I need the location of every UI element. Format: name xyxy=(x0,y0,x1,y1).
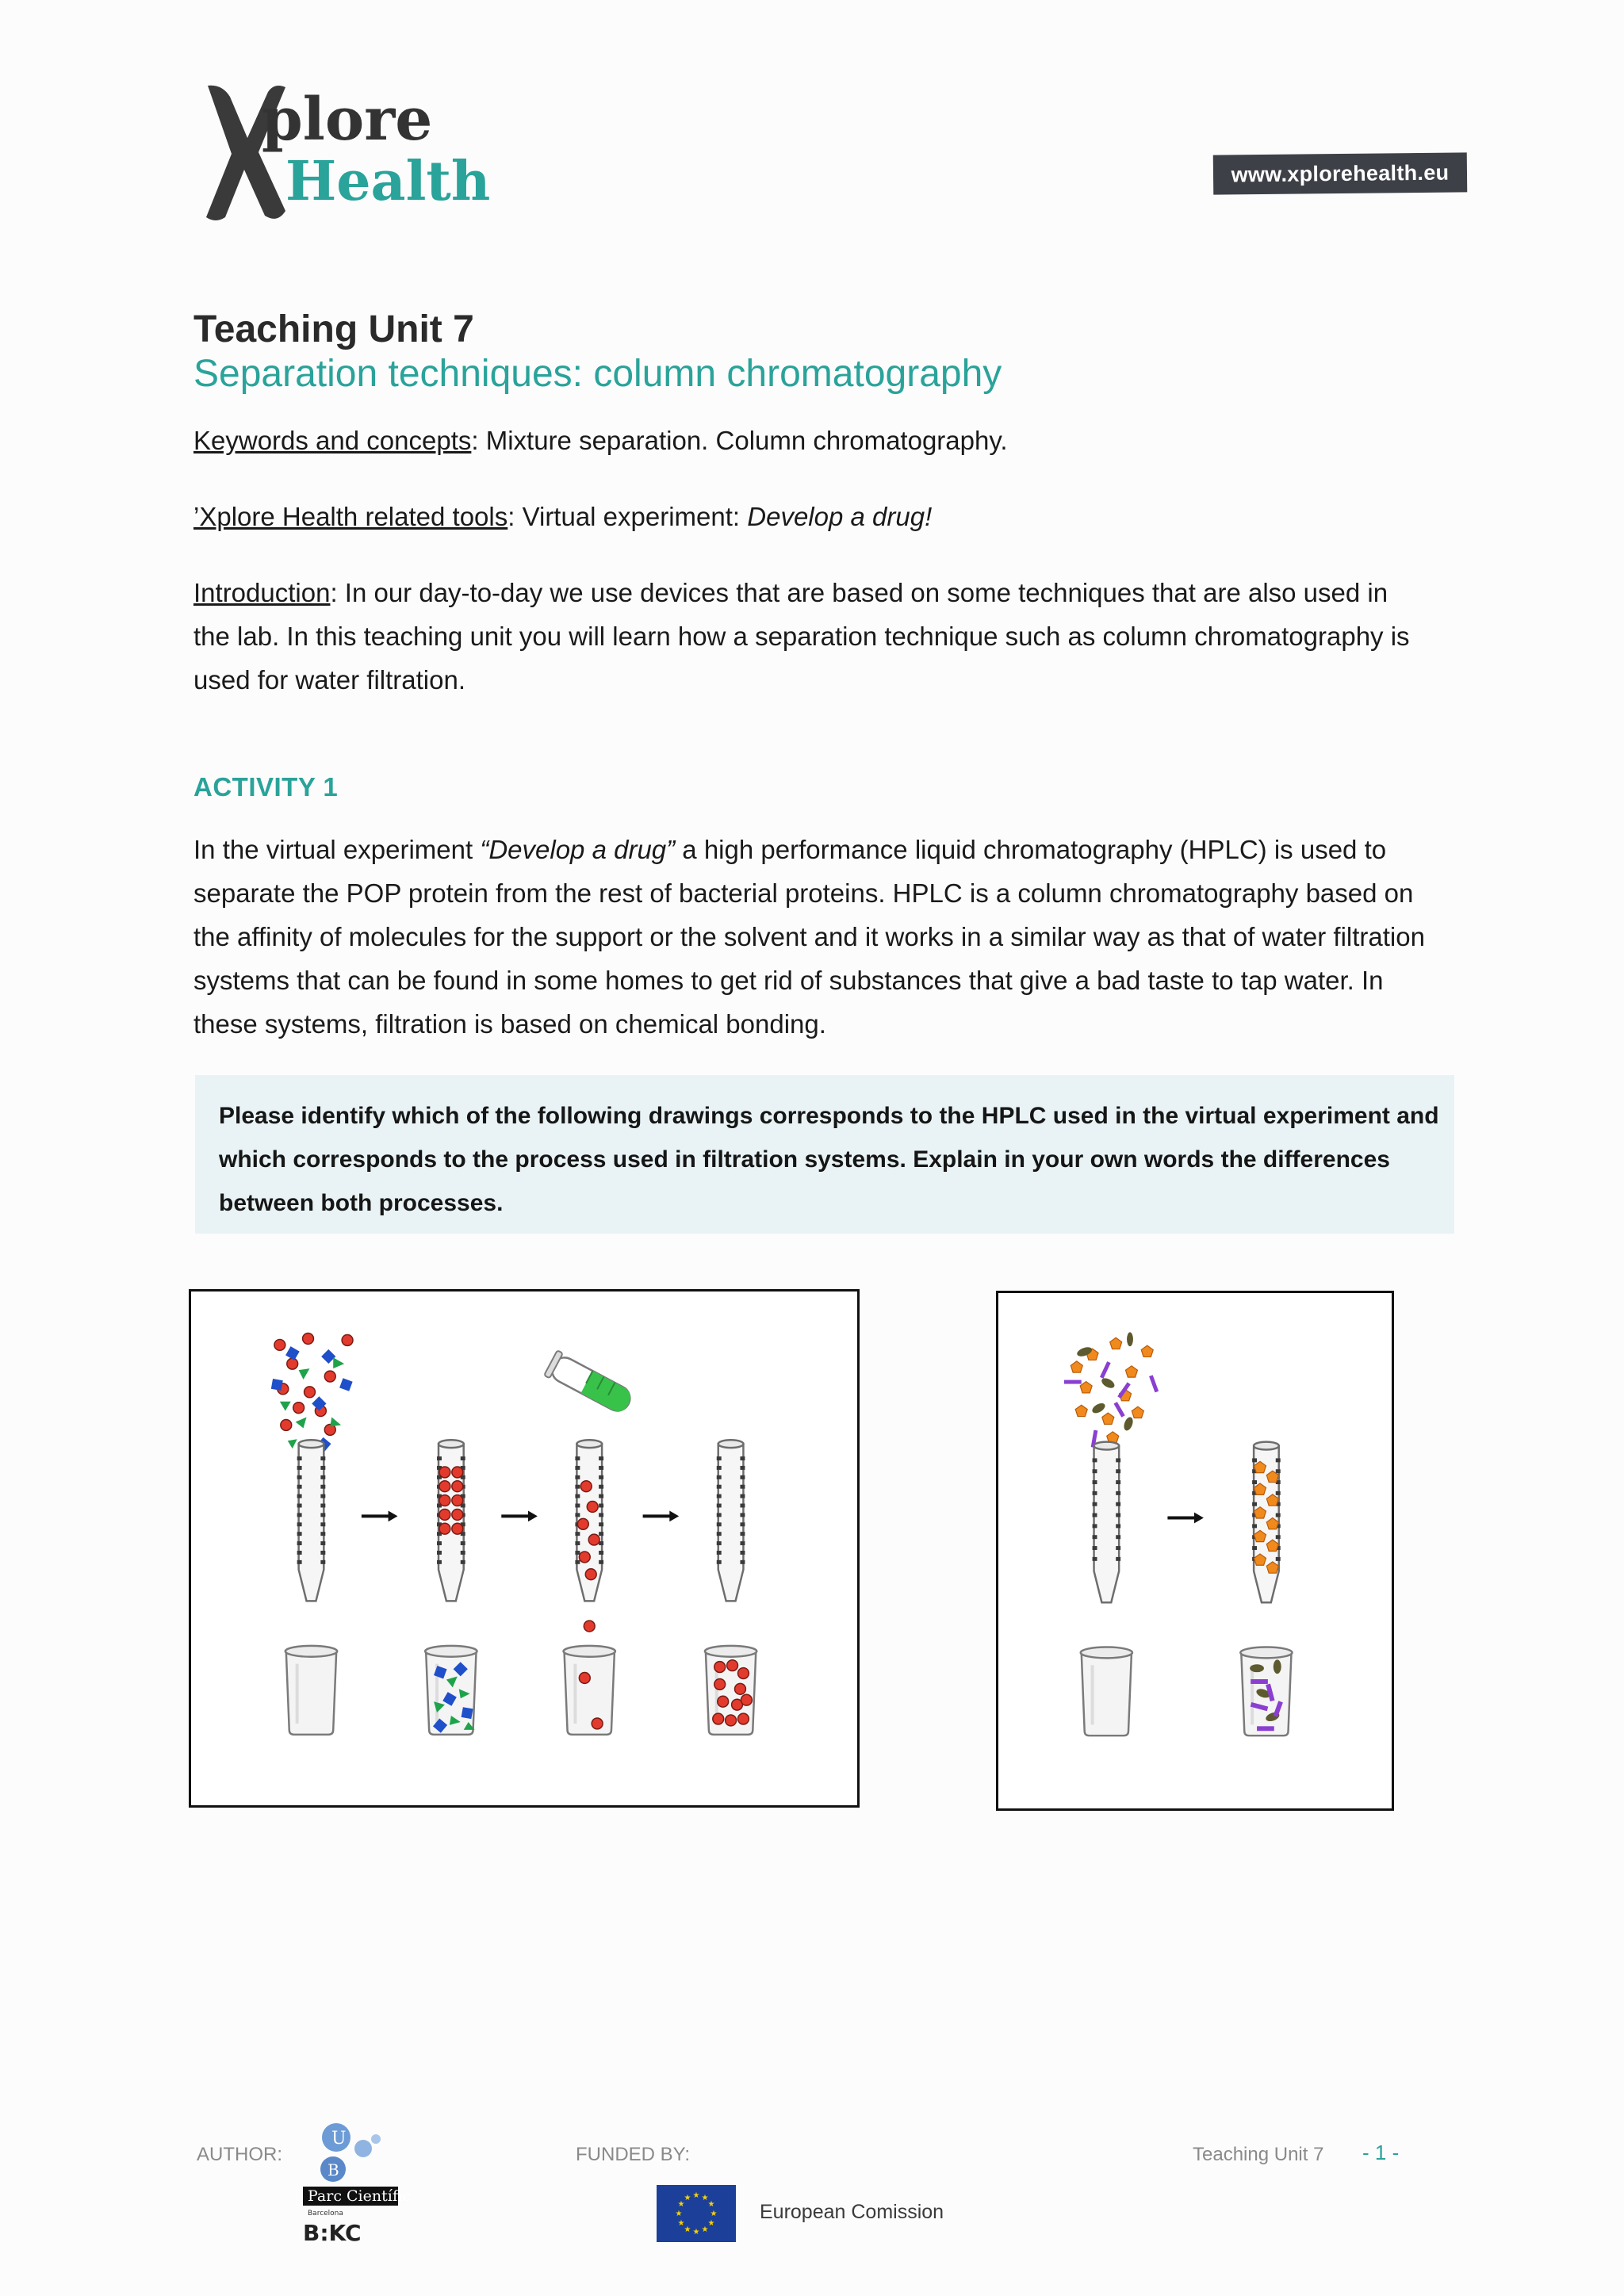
page-number: - 1 - xyxy=(1362,2141,1400,2164)
beaker-3 xyxy=(564,1646,615,1735)
column-2 xyxy=(437,1440,465,1601)
unit-subtitle: Separation techniques: column chromatography xyxy=(193,353,1002,395)
column-1 xyxy=(297,1440,326,1601)
site-url-badge[interactable]: www.xplorehealth.eu xyxy=(1213,152,1468,194)
funded-label: FUNDED BY: xyxy=(576,2144,691,2165)
activity-text-before: In the virtual experiment xyxy=(193,835,481,864)
question-text: Please identify which of the following drawings corresponds to the HPLC used in the virtual experiment and which corresponds to the process used in filtration systems. Explain in your own words the differences between both processes. xyxy=(219,1103,1439,1216)
tools-text: : Virtual experiment: xyxy=(508,502,748,531)
tools-label: ’Xplore Health related tools xyxy=(193,502,508,531)
svg-text:★: ★ xyxy=(701,2194,709,2202)
arrow-2 xyxy=(501,1510,538,1521)
svg-text:★: ★ xyxy=(677,2200,685,2209)
beaker-1 xyxy=(285,1646,337,1735)
svg-text:★: ★ xyxy=(701,2225,709,2234)
keywords-paragraph xyxy=(193,419,1431,462)
svg-text:★: ★ xyxy=(684,2194,691,2202)
arrow-1 xyxy=(362,1510,398,1521)
arrow-3 xyxy=(643,1510,680,1521)
bkc-text: B:KC xyxy=(303,2220,362,2246)
activity-text-after: a high performance liquid chromatography (HPLC) is used to separate the POP protein from the rest of bacterial proteins. HPLC is a column chromatography based on the affinity of molecules for the support or the solvent and it works in a similar way as that of water filtration systems that can be found in some homes to get rid of substances that give a bad taste to tap water. In these systems, filtration is based on chemical bonding. xyxy=(193,835,1425,1039)
solvent-tube xyxy=(544,1350,635,1417)
pcb-city: Barcelona xyxy=(308,2210,343,2218)
svg-text:★: ★ xyxy=(684,2225,691,2234)
intro-text: : In our day-to-day we use devices that are based on some techniques that are also used in the lab. In this teaching unit you will learn how a separation technique such as column chromatography is used for water filtration. xyxy=(193,578,1410,695)
svg-text:★: ★ xyxy=(675,2210,683,2218)
xplore-health-logo xyxy=(192,76,493,227)
svg-text:★: ★ xyxy=(707,2200,715,2209)
svg-text:B: B xyxy=(327,2160,339,2179)
question-box xyxy=(195,1075,1454,1234)
filter-arrow xyxy=(1167,1513,1203,1524)
logo-text-plore: plore xyxy=(262,86,433,154)
column-4 xyxy=(717,1440,745,1601)
activity-paragraph xyxy=(193,828,1431,1046)
filter-column-1 xyxy=(1093,1442,1121,1603)
hplc-drawing xyxy=(189,1289,860,1808)
keywords-text: : Mixture separation. Column chromatography. xyxy=(471,426,1008,455)
author-label: AUTHOR: xyxy=(197,2144,282,2165)
intro-label: Introduction xyxy=(193,578,331,607)
intro-paragraph xyxy=(193,571,1431,702)
filtration-svg xyxy=(998,1293,1392,1808)
parc-cientific-logo xyxy=(301,2122,412,2256)
filtration-drawing xyxy=(996,1291,1394,1811)
activity-title: ACTIVITY 1 xyxy=(193,772,339,802)
svg-text:★: ★ xyxy=(710,2210,718,2218)
svg-text:★: ★ xyxy=(692,2191,700,2200)
svg-text:U: U xyxy=(331,2129,347,2149)
funder-name: European Comission xyxy=(760,2201,944,2223)
logo-text-health: Health xyxy=(285,150,491,213)
tools-italic: Develop a drug! xyxy=(747,502,933,531)
footer-unit: Teaching Unit 7 xyxy=(1193,2144,1324,2165)
svg-text:★: ★ xyxy=(692,2228,700,2237)
pcb-text: Parc Científic xyxy=(308,2187,412,2205)
keywords-label: Keywords and concepts xyxy=(193,426,472,455)
hplc-svg xyxy=(191,1292,857,1805)
tools-paragraph xyxy=(193,495,1431,538)
impurity-particles xyxy=(1064,1332,1159,1448)
unit-title: Teaching Unit 7 xyxy=(193,308,474,350)
filter-beaker-1 xyxy=(1081,1647,1132,1736)
activity-italic: “Develop a drug” xyxy=(480,835,676,864)
eu-flag-icon xyxy=(657,2185,736,2242)
svg-text:★: ★ xyxy=(677,2219,685,2228)
svg-text:★: ★ xyxy=(707,2219,715,2228)
